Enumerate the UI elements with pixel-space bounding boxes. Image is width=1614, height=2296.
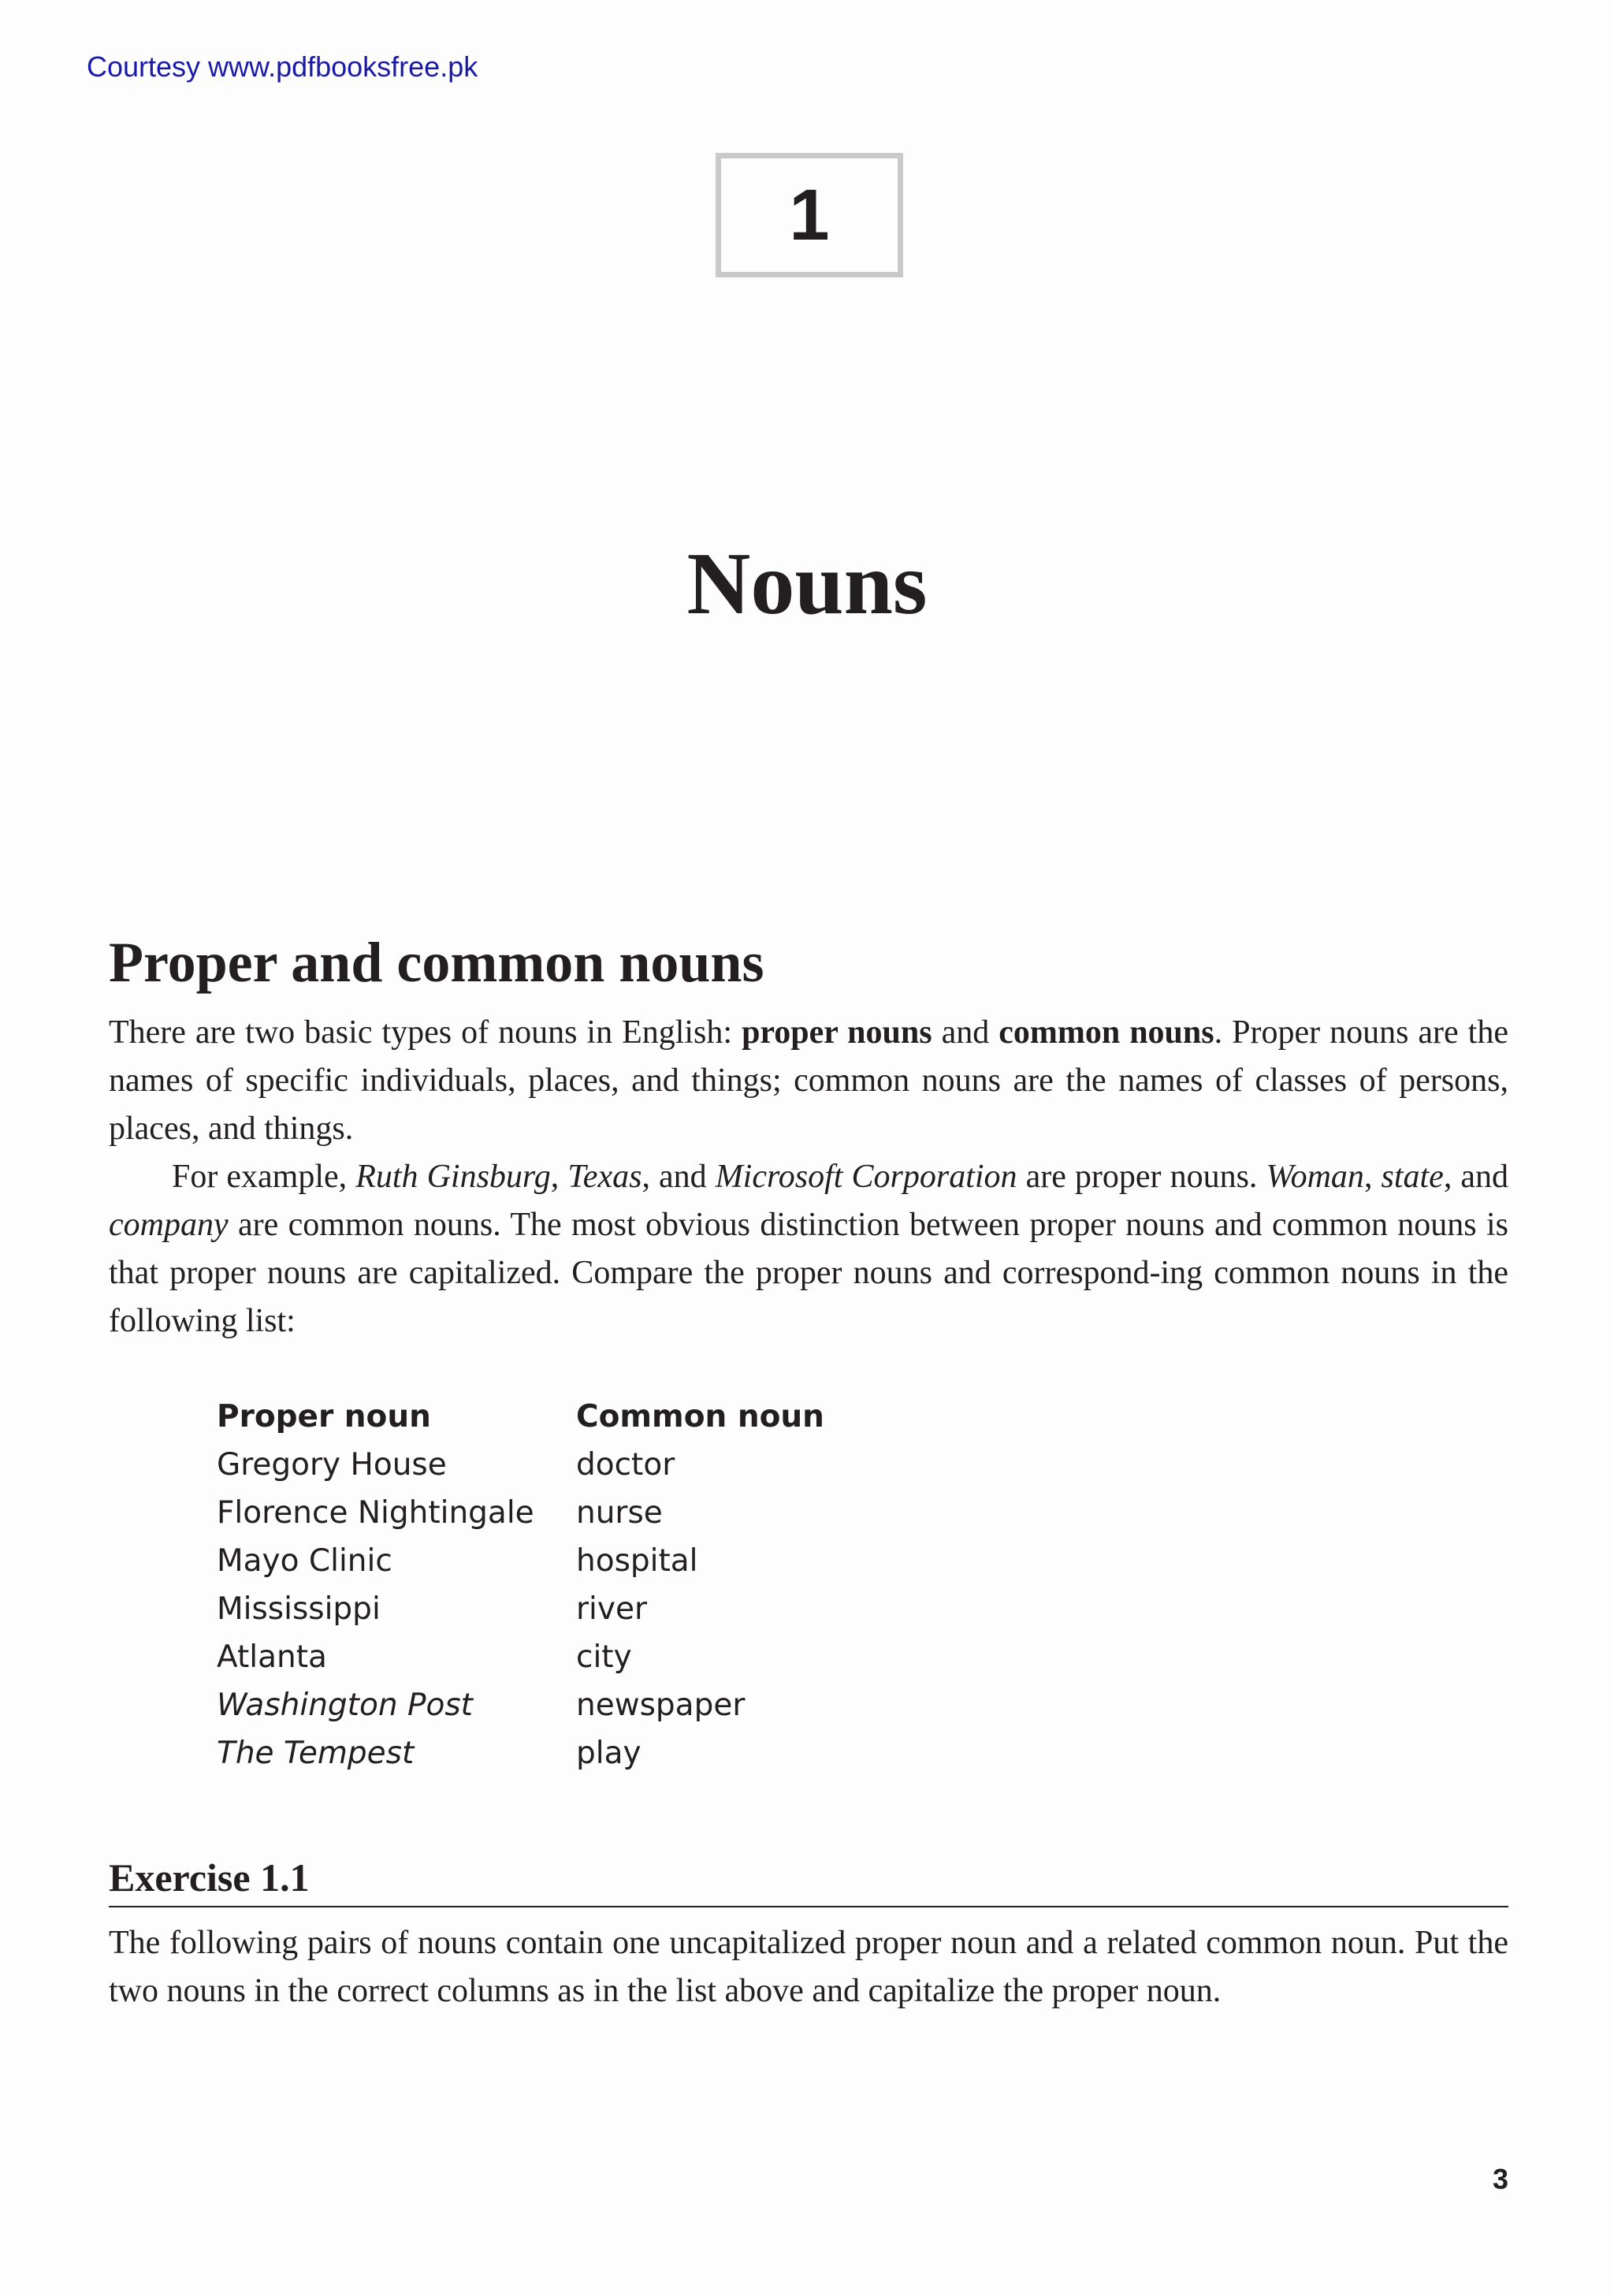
intro-text-3: . Proper nouns are the names of specific individuals, places, and things; common nouns are the names of classes of persons, places, and things. [109, 1014, 1508, 1147]
table-header-row [217, 1393, 824, 1441]
example-texas: Texas [567, 1159, 642, 1195]
proper-noun-cell: Washington Post [217, 1688, 473, 1723]
exercise-instructions: The following pairs of nouns contain one uncapitalized proper noun and a related common noun. Put the two nouns in the correct columns as in the list above and capitalize the proper noun. [109, 1925, 1508, 2009]
common-noun-cell: river [576, 1591, 647, 1627]
proper-noun-cell: The Tempest [217, 1736, 415, 1771]
table-row [217, 1489, 824, 1537]
common-noun-cell: nurse [576, 1495, 663, 1531]
chapter-title: Nouns [686, 535, 928, 633]
example-text-6: , and [1443, 1159, 1509, 1195]
term-proper-nouns: proper nouns [742, 1014, 932, 1051]
section-heading: Proper and common nouns [109, 931, 764, 994]
exercise-heading: Exercise 1.1 [109, 1854, 1508, 1907]
intro-text-2: and [932, 1014, 999, 1051]
proper-noun-cell: Mississippi [217, 1591, 381, 1627]
header-common-noun: Common noun [576, 1399, 824, 1435]
example-text-1: For example, [172, 1159, 356, 1195]
header-proper-noun: Proper noun [217, 1399, 431, 1435]
intro-paragraph [109, 1009, 1508, 1153]
term-common-nouns: common nouns [999, 1014, 1214, 1051]
common-noun-cell: hospital [576, 1543, 698, 1579]
example-text-4: are proper nouns. [1017, 1159, 1266, 1195]
example-microsoft: Microsoft Corporation [715, 1159, 1017, 1195]
proper-noun-cell: Gregory House [217, 1447, 447, 1483]
noun-comparison-table [217, 1393, 824, 1777]
table-row [217, 1537, 824, 1585]
common-noun-cell: play [576, 1736, 642, 1771]
example-ruth-ginsburg: Ruth Ginsburg [355, 1159, 551, 1195]
table-row [217, 1681, 824, 1729]
chapter-number: 1 [789, 175, 830, 255]
intro-text-1: There are two basic types of nouns in English: [109, 1014, 742, 1051]
example-state: state [1381, 1159, 1444, 1195]
common-noun-cell: newspaper [576, 1688, 746, 1723]
common-noun-cell: city [576, 1639, 632, 1675]
example-woman: Woman [1266, 1159, 1364, 1195]
table-row [217, 1585, 824, 1633]
proper-noun-cell: Atlanta [217, 1639, 327, 1675]
example-company: company [109, 1207, 229, 1243]
page-number: 3 [1492, 2163, 1508, 2195]
example-text-3: , and [642, 1159, 716, 1195]
example-paragraph [109, 1153, 1508, 1345]
proper-noun-cell: Mayo Clinic [217, 1543, 392, 1579]
example-text-7: are common nouns. The most obvious distinction between proper nouns and common nouns is that proper nouns are capitalized. Compare the proper nouns and correspond-ing common nouns in the following list: [109, 1207, 1508, 1339]
example-text-5: , [1363, 1159, 1382, 1195]
example-text-2: , [550, 1159, 568, 1195]
courtesy-link[interactable]: Courtesy www.pdfbooksfree.pk [87, 50, 478, 83]
chapter-number-box [716, 153, 903, 277]
table-row [217, 1729, 824, 1777]
table-row [217, 1633, 824, 1681]
proper-noun-cell: Florence Nightingale [217, 1495, 534, 1531]
table-row [217, 1441, 824, 1489]
common-noun-cell: doctor [576, 1447, 675, 1483]
